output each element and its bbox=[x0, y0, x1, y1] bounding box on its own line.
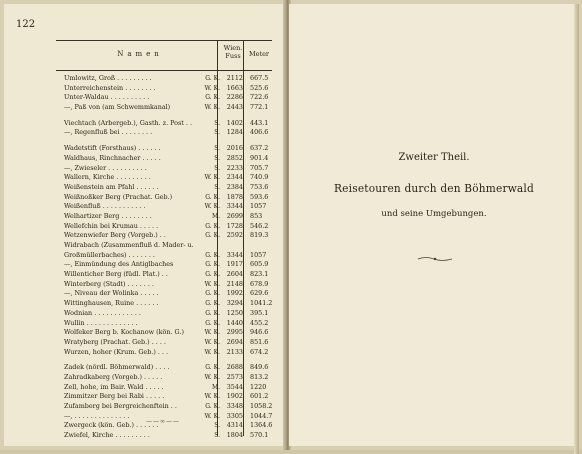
flourish-ornament bbox=[417, 256, 453, 262]
meter-value: 1044.7 bbox=[250, 411, 273, 420]
page-edge bbox=[574, 4, 579, 454]
region-code: W. K. bbox=[204, 84, 220, 92]
wien-fuss-value: 3544 bbox=[226, 382, 243, 391]
place-name: Wittinghausen, Ruine . . . . . . bbox=[64, 299, 159, 308]
table-row bbox=[60, 183, 274, 193]
wien-fuss-value: 3294 bbox=[226, 299, 243, 308]
table-row bbox=[60, 128, 274, 138]
table-row bbox=[60, 93, 274, 103]
region-code: G. K. bbox=[205, 94, 220, 102]
place-name: Winterberg (Stadt) . . . . . . . bbox=[64, 279, 154, 288]
wien-fuss-value: 3344 bbox=[226, 202, 243, 211]
table-row bbox=[60, 309, 274, 319]
table-row bbox=[60, 363, 274, 373]
place-name: Wellefchin bei Krumau . . . . . bbox=[64, 221, 159, 230]
meter-value: 674.2 bbox=[250, 347, 269, 356]
wien-fuss-value: 2133 bbox=[226, 347, 243, 356]
wien-fuss-value: 1284 bbox=[226, 128, 243, 137]
place-name: Großmüllerbaches) . . . . . . . bbox=[64, 250, 155, 259]
wien-fuss-value: 3344 bbox=[226, 250, 243, 259]
region-code: G. K. bbox=[205, 300, 220, 308]
region-code: G. K. bbox=[205, 251, 220, 259]
table-row bbox=[60, 173, 274, 183]
meter-value: 705.7 bbox=[250, 163, 269, 172]
place-name: Wetzenwiefer Berg (Vorgeb.) . . bbox=[64, 231, 166, 240]
meter-value: 546.2 bbox=[250, 221, 269, 230]
table-row bbox=[60, 144, 274, 154]
table-row bbox=[60, 402, 274, 412]
region-code: S. bbox=[214, 164, 220, 172]
wien-fuss-value: 2604 bbox=[226, 270, 243, 279]
place-name: Zadek (nördl. Böhmerwald) . . . . bbox=[64, 363, 170, 372]
wien-fuss-value: 1440 bbox=[226, 318, 243, 327]
region-code: S. bbox=[214, 119, 220, 127]
meter-value: 722.6 bbox=[250, 93, 269, 102]
table-row bbox=[60, 103, 274, 113]
region-code: G. K. bbox=[205, 309, 220, 317]
region-code: S. bbox=[214, 183, 220, 191]
wien-fuss-value: 2286 bbox=[226, 93, 243, 102]
region-code: S. bbox=[214, 145, 220, 153]
meter-value: 570.1 bbox=[250, 431, 269, 440]
wien-fuss-value: 2443 bbox=[226, 103, 243, 112]
region-code: G. K. bbox=[205, 193, 220, 201]
meter-value: 813.2 bbox=[250, 372, 269, 381]
left-page bbox=[4, 4, 286, 446]
table-top-rule bbox=[56, 40, 272, 41]
part-subtitle: und seine Umgebungen. bbox=[381, 209, 487, 219]
meter-value: 740.9 bbox=[250, 173, 269, 182]
table-row bbox=[60, 193, 274, 203]
header-meter: Meter bbox=[248, 50, 270, 58]
meter-value: 629.6 bbox=[250, 289, 269, 298]
region-code: G. K. bbox=[205, 271, 220, 279]
wien-fuss-value: 2233 bbox=[226, 163, 243, 172]
wien-fuss-value: 2699 bbox=[226, 211, 243, 220]
region-code: W. K. bbox=[204, 348, 220, 356]
table-row bbox=[60, 222, 274, 232]
table-row bbox=[60, 392, 274, 402]
elevation-table bbox=[60, 74, 274, 441]
meter-value: 1220 bbox=[250, 382, 267, 391]
table-row bbox=[60, 251, 274, 261]
place-name: —, Einmündung des Antiglbaches bbox=[64, 260, 174, 269]
meter-value: 667.5 bbox=[250, 74, 269, 82]
wien-fuss-value: 2852 bbox=[226, 153, 243, 162]
table-row bbox=[60, 431, 274, 441]
place-name: Wadetstift (Forsthaus) . . . . . . bbox=[64, 144, 161, 153]
part-heading: Zweiter Theil. bbox=[398, 152, 470, 163]
table-row bbox=[60, 260, 274, 270]
place-name: Zufamberg bei Bergreichenftein . . bbox=[64, 402, 177, 410]
place-name: Zimmitzer Berg bei Rabi . . . . . bbox=[64, 392, 165, 401]
table-row bbox=[60, 299, 274, 309]
place-name: —, . . . . . . . . . . . . . . bbox=[64, 411, 130, 420]
region-code: W. K. bbox=[204, 203, 220, 211]
meter-value: 455.2 bbox=[250, 318, 269, 327]
region-code: M. bbox=[211, 383, 220, 391]
wien-fuss-value: 2148 bbox=[226, 279, 243, 288]
wien-fuss-value: 2016 bbox=[226, 144, 243, 153]
region-code: G. K. bbox=[205, 232, 220, 240]
table-row bbox=[60, 212, 274, 222]
region-code: G. K. bbox=[205, 319, 220, 327]
table-row bbox=[60, 328, 274, 338]
table-row bbox=[60, 348, 274, 358]
wien-fuss-value: 1728 bbox=[226, 221, 243, 230]
region-code: G. K. bbox=[205, 75, 220, 82]
wien-fuss-value: 1663 bbox=[226, 83, 243, 92]
place-name: —, Niveau der Wolinka . . . . . bbox=[64, 289, 159, 298]
table-row bbox=[60, 319, 274, 329]
place-name: Viechtach (Arbergeb.), Gasth. z. Post . . bbox=[64, 118, 193, 127]
place-name: Zell, hohe, im Bair. Wald . . . . . bbox=[64, 382, 164, 391]
meter-value: 823.1 bbox=[250, 270, 269, 279]
region-code: M. bbox=[211, 212, 220, 220]
table-row bbox=[60, 280, 274, 290]
table-row bbox=[60, 154, 274, 164]
place-name: Waldhaus, Rinchnacher . . . . . bbox=[64, 153, 161, 162]
meter-value: 525.6 bbox=[250, 83, 269, 92]
wien-fuss-value: 4314 bbox=[226, 421, 243, 430]
region-code: W. K. bbox=[204, 412, 220, 420]
wien-fuss-value: 1902 bbox=[226, 392, 243, 401]
table-row bbox=[60, 84, 274, 94]
place-name: Umlowitz, Groß . . . . . . . . . bbox=[64, 74, 152, 82]
meter-value: 1057 bbox=[250, 202, 267, 211]
place-name: Welhartizer Berg . . . . . . . . bbox=[64, 211, 152, 220]
meter-value: 1058.2 bbox=[250, 402, 273, 410]
meter-value: 753.6 bbox=[250, 182, 269, 191]
wien-fuss-value: 1878 bbox=[226, 192, 243, 201]
wien-fuss-value: 1992 bbox=[226, 289, 243, 298]
place-name: Wullin . . . . . . . . . . . . . bbox=[64, 318, 138, 327]
table-row bbox=[60, 338, 274, 348]
region-code: W. K. bbox=[204, 373, 220, 381]
region-code: W. K. bbox=[204, 338, 220, 346]
right-page bbox=[289, 4, 579, 446]
region-code: G. K. bbox=[205, 222, 220, 230]
place-name: —, Regenfluß bei . . . . . . . . bbox=[64, 128, 153, 137]
table-row bbox=[60, 164, 274, 174]
region-code: S. bbox=[214, 129, 220, 137]
place-name: Weißnoßker Berg (Prachat. Geb.) bbox=[64, 192, 173, 201]
wien-fuss-value: 1917 bbox=[226, 260, 243, 269]
meter-value: 1041.2 bbox=[250, 299, 273, 308]
meter-value: 443.1 bbox=[250, 118, 269, 127]
place-name: Wodnian . . . . . . . . . . . . bbox=[64, 308, 141, 317]
region-code: W. K. bbox=[204, 174, 220, 182]
place-name: —, Paß von (am Schwemmkanal) bbox=[64, 103, 171, 112]
meter-value: 593.6 bbox=[250, 192, 269, 201]
wien-fuss-value: 2573 bbox=[226, 372, 243, 381]
table-row bbox=[60, 119, 274, 129]
header-names: Namen bbox=[117, 50, 163, 58]
place-name: Weißenfluß . . . . . . . . . . . bbox=[64, 202, 146, 211]
wien-fuss-value: 2995 bbox=[226, 328, 243, 337]
region-code: S. bbox=[214, 432, 220, 440]
wien-fuss-value: 1804 bbox=[226, 431, 243, 440]
meter-value: 901.4 bbox=[250, 153, 269, 162]
place-name: Willenticher Berg (füdl. Plat.) . . bbox=[64, 270, 168, 279]
region-code: W. K. bbox=[204, 104, 220, 112]
place-name: Wurzen, hoher (Krum. Geb.) . . . bbox=[64, 347, 169, 356]
table-row bbox=[60, 373, 274, 383]
wien-fuss-value: 2592 bbox=[226, 231, 243, 240]
table-header-rule bbox=[56, 70, 272, 71]
wien-fuss-value: 2344 bbox=[226, 173, 243, 182]
meter-value: 1364.6 bbox=[250, 421, 273, 430]
header-wien-fuss: Wien. Fuss bbox=[223, 44, 243, 60]
meter-value: 853 bbox=[250, 211, 263, 220]
region-code: W. K. bbox=[204, 329, 220, 337]
meter-value: 406.6 bbox=[250, 128, 269, 137]
wien-fuss-value: 3348 bbox=[226, 402, 243, 410]
meter-value: 819.3 bbox=[250, 231, 269, 240]
meter-value: 946.6 bbox=[250, 328, 269, 337]
place-name: Zwiefel, Kirche . . . . . . . . . bbox=[64, 431, 150, 440]
wien-fuss-value: 3305 bbox=[226, 411, 243, 420]
place-name: Zahradkaberg (Vorgeb.) . . . . . bbox=[64, 372, 163, 381]
wien-fuss-value: 1402 bbox=[226, 118, 243, 127]
wien-fuss-value: 1250 bbox=[226, 308, 243, 317]
meter-value: 601.2 bbox=[250, 392, 269, 401]
meter-value: 637.2 bbox=[250, 144, 269, 153]
meter-value: 678.9 bbox=[250, 279, 269, 288]
place-name: Unter-Waldau . . . . . . . . . . bbox=[64, 93, 150, 102]
place-name: Unterreichenstein . . . . . . . . bbox=[64, 83, 156, 92]
meter-value: 851.6 bbox=[250, 337, 269, 346]
page-number: 122 bbox=[16, 19, 36, 30]
table-row bbox=[60, 231, 274, 241]
place-name: Wolfeker Berg b. Kochanow (kön. G.) bbox=[64, 328, 184, 337]
meter-value: 772.1 bbox=[250, 103, 269, 112]
region-code: G. K. bbox=[205, 403, 220, 410]
table-row bbox=[60, 270, 274, 280]
meter-value: 1057 bbox=[250, 250, 267, 259]
table-row bbox=[60, 383, 274, 393]
wien-fuss-value: 2688 bbox=[226, 363, 243, 372]
place-name: —, Zwieseler . . . . . . . . . . bbox=[64, 163, 147, 172]
place-name: Wratyberg (Prachat. Geb.) . . . . bbox=[64, 337, 166, 346]
part-title: Reisetouren durch den Böhmerwald bbox=[334, 181, 534, 195]
region-code: S. bbox=[214, 154, 220, 162]
region-code: S. bbox=[214, 422, 220, 430]
table-row bbox=[60, 241, 274, 251]
wien-fuss-value: 2384 bbox=[226, 182, 243, 191]
place-name: Wallern, Kirche . . . . . . . . . bbox=[64, 173, 151, 182]
footer-ornament: ——∞—— bbox=[146, 418, 180, 425]
place-name: Weißenstein am Pfahl . . . . . . bbox=[64, 182, 159, 191]
wien-fuss-value: 2112 bbox=[226, 74, 243, 82]
region-code: G. K. bbox=[205, 290, 220, 298]
region-code: G. K. bbox=[205, 364, 220, 372]
wien-fuss-value: 2694 bbox=[226, 337, 243, 346]
meter-value: 395.1 bbox=[250, 308, 269, 317]
table-row bbox=[60, 289, 274, 299]
table-row bbox=[60, 74, 274, 84]
table-row bbox=[60, 202, 274, 212]
place-name: Widrabach (Zusammenfluß d. Mader- u. bbox=[64, 241, 194, 249]
meter-value: 849.6 bbox=[250, 363, 269, 372]
meter-value: 605.9 bbox=[250, 260, 269, 269]
place-name: Zwergeck (kön. Geb.) . . . . . . bbox=[64, 421, 159, 430]
region-code: W. K. bbox=[204, 393, 220, 401]
region-code: G. K. bbox=[205, 261, 220, 269]
region-code: W. K. bbox=[204, 280, 220, 288]
